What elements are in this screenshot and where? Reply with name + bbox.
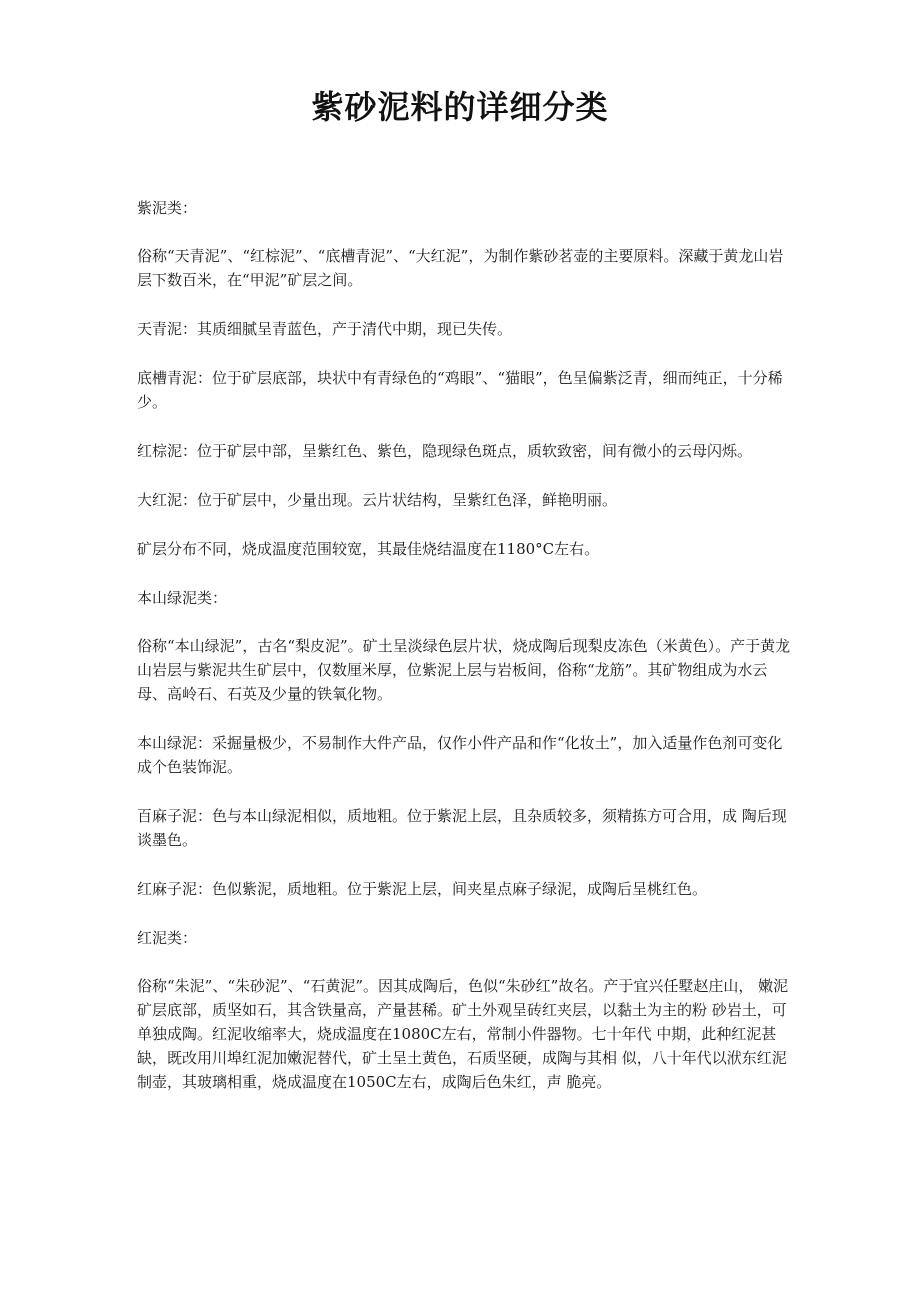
paragraph-firing-temperature: 矿层分布不同，烧成温度范围较宽，其最佳烧结温度在1180°C左右。 [137,540,600,558]
document-title: 紫砂泥料的详细分类 [311,88,609,126]
paragraph-dahong-clay: 大红泥：位于矿层中，少量出现。云片状结构，呈紫红色泽，鲜艳明丽。 [137,491,618,509]
paragraph-hongzong-clay: 红棕泥：位于矿层中部，呈紫红色、紫色，隐现绿色斑点，质软致密，间有微小的云母闪烁。 [137,442,753,460]
paragraph-benshan-green-clay: 本山绿泥：采掘量极少，不易制作大件产品，仅作小件产品和作“化妆土”，加入适量作色剂可变化成个色装饰泥。 [137,734,783,776]
paragraph-dicaoqing-clay: 底槽青泥：位于矿层底部，块状中有青绿色的“鸡眼”、“猫眼”，色呈偏紫泛青，细而纯正，十分稀少。 [137,369,783,411]
paragraph-hongmazi-clay: 红麻子泥：色似紫泥，质地粗。位于紫泥上层，间夹星点麻子绿泥，成陶后呈桃红色。 [137,880,708,898]
section-heading-purple-clay: 紫泥类： [137,199,198,217]
section-heading-red-clay: 红泥类： [137,929,198,947]
paragraph-purple-clay-intro: 俗称“天青泥”、“红棕泥”、“底槽青泥”、“大红泥”，为制作紫砂茗壶的主要原料。深藏于黄龙山岩层下数百米，在“甲泥”矿层之间。 [137,247,784,289]
paragraph-green-clay-intro: 俗称“本山绿泥”，古名“梨皮泥”。矿土呈淡绿色层片状，烧成陶后现梨皮冻色（米黄色）。产于黄龙山岩层与紫泥共生矿层中，仅数厘米厚，位紫泥上层与岩板间，俗称“龙筋”。其矿物组成为水云母、高岭石、石英及少量的铁氧化物。 [137,637,791,703]
document-body [137,196,797,1119]
section-heading-green-clay: 本山绿泥类： [137,589,228,607]
paragraph-tianqing-clay: 天青泥：其质细腻呈青蓝色，产于清代中期，现已失传。 [137,320,513,338]
paragraph-red-clay-intro: 俗称“朱泥”、“朱砂泥”、“石黄泥”。因其成陶后，色似“朱砂红”故名。产于宜兴任墅赵庄山， 嫩泥矿层底部，质坚如石，其含铁量高，产量甚稀。矿土外观呈砖红夹层，以黏土为主的粉 砂岩土，可单独成陶。红泥收缩率大，烧成温度在1080C左右，常制小件器物。七十年代 中期，此种红泥甚缺，既改用川埠红泥加嫩泥替代，矿土呈土黄色，石质坚硬，成陶与其相 似，八十年代以洑东红泥制壶，其玻璃相重，烧成温度在1050C左右，成陶后色朱红，声 脆亮。 [137,977,789,1091]
paragraph-baimazi-clay: 百麻子泥：色与本山绿泥相似，质地粗。位于紫泥上层，且杂质较多，须精拣方可合用，成 陶后现谈墨色。 [137,807,787,849]
